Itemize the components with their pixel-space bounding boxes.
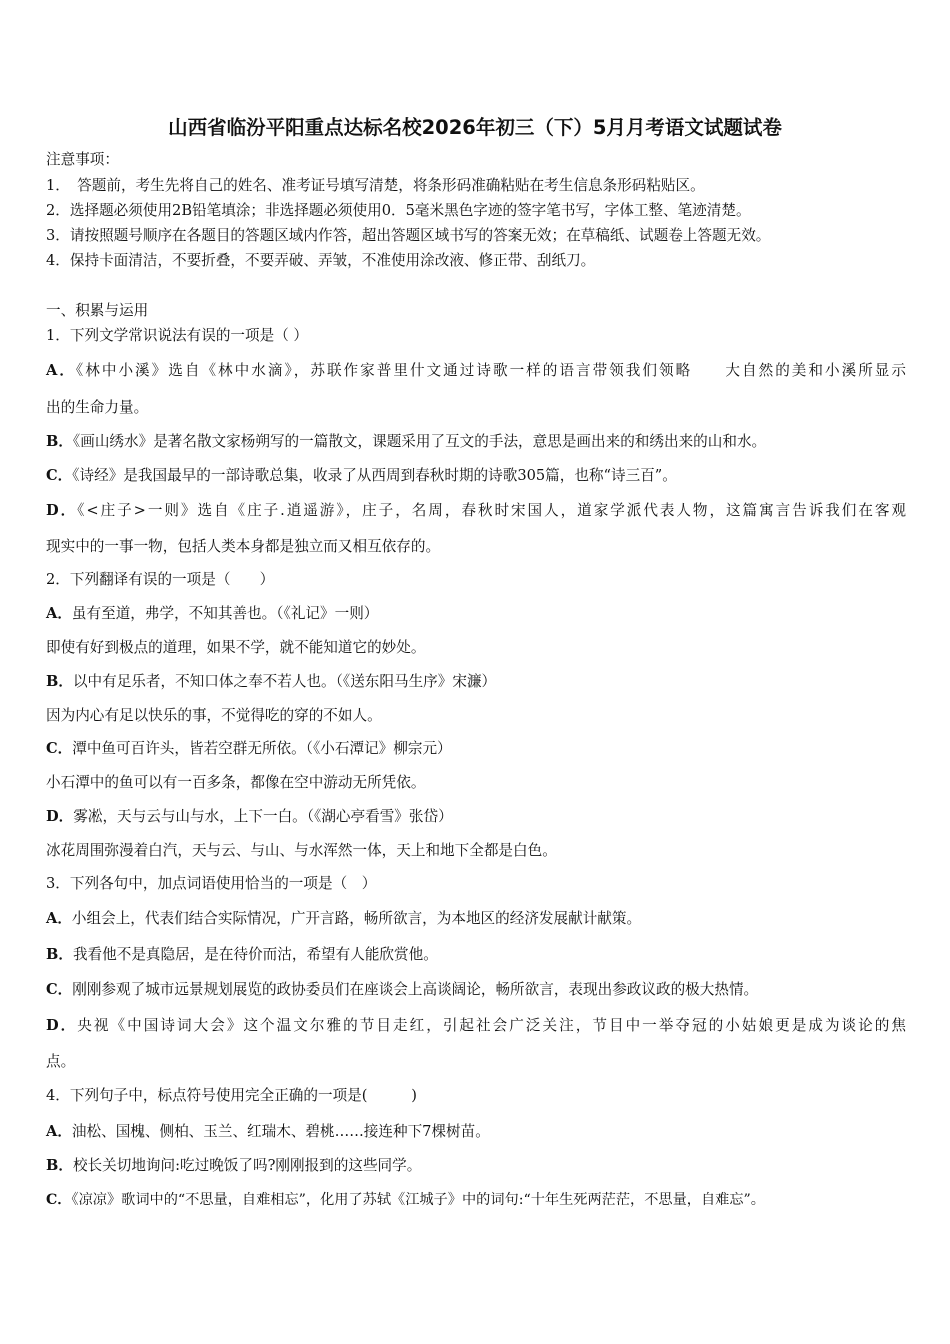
option-text: 《林中小溪》选自《林中水滴》，苏联作家普里什文通过诗歌一样的语言带领我们领略 大自然的美和小溪所显示: [75, 362, 906, 379]
option-label: C．: [46, 1192, 72, 1208]
option-text: 我看他不是真隐居，是在待价而沽，希望有人能欣赏他。: [72, 946, 438, 963]
option-text: 校长关切地询问:吃过晚饭了吗?刚刚报到的这些同学。: [72, 1157, 422, 1174]
option-text: 虽有至道，弗学，不知其善也。（《礼记》一则）: [71, 605, 379, 622]
option-label: C．: [46, 740, 73, 757]
q2-option-c: [46, 739, 452, 759]
option-text: 潭中鱼可百许头，皆若空群无所依。（《小石潭记》柳宗元）: [72, 740, 452, 757]
section-heading: 一、积累与运用: [46, 302, 149, 319]
q1-option-d-cont: 现实中的一事一物，包括人类本身都是独立而又相互依存的。: [46, 538, 441, 555]
option-label: C．: [46, 467, 73, 484]
option-label: B．: [46, 946, 73, 963]
q2-option-b: [46, 672, 496, 692]
q1-option-a-cont: 出的生命力量。: [46, 399, 149, 416]
q2-option-b-translation: 因为内心有足以快乐的事，不觉得吃的穿的不如人。: [46, 707, 382, 724]
option-text: 油松、国槐、侧柏、玉兰、红瑞木、碧桃……接连种下7棵树苗。: [71, 1123, 490, 1140]
option-text: 以中有足乐者，不知口体之奉不若人也。（《送东阳马生序》宋濂）: [72, 673, 497, 690]
option-label: B．: [46, 433, 73, 450]
option-label: D．: [46, 1017, 78, 1034]
q1-option-d: [46, 501, 906, 521]
q4-stem: 4．下列句子中，标点符号使用完全正确的一项是( ): [46, 1087, 417, 1104]
q2-option-c-translation: 小石潭中的鱼可以有一百多条，都像在空中游动无所凭依。: [46, 774, 426, 791]
option-label: A．: [46, 910, 72, 927]
q3-option-a: [46, 909, 641, 929]
q1-option-c: [46, 466, 677, 486]
option-text: 刚刚参观了城市远景规划展览的政协委员们在座谈会上高谈阔论，畅所欲言，表现出参政议政的极大热情。: [72, 981, 759, 998]
option-text: 《诗经》是我国最早的一部诗歌总集，收录了从西周到春秋时期的诗歌305篇，也称“诗三百”。: [72, 467, 677, 484]
q3-option-c: [46, 980, 758, 1000]
q2-option-d-translation: 冰花周围弥漫着白汽，天与云、与山、与水浑然一体，天上和地下全都是白色。: [46, 842, 557, 859]
notice-item-1: 1． 答题前，考生先将自己的姓名、准考证号填写清楚，将条形码准确粘贴在考生信息条形码粘贴区。: [46, 177, 705, 194]
option-label: A．: [46, 605, 72, 622]
q2-option-d: [46, 807, 453, 827]
option-text: 《<庄子>一则》选自《庄子.逍遥游》，庄子，名周，春秋时宋国人，道家学派代表人物，这篇寓言告诉我们在客观: [77, 502, 907, 519]
q3-option-d-cont: 点。: [46, 1053, 76, 1070]
option-text: 雾凇，天与云与山与水，上下一白。（《湖心亭看雪》张岱）: [73, 808, 453, 825]
q3-stem: 3．下列各句中，加点词语使用恰当的一项是（ ）: [46, 875, 377, 892]
q4-option-b: [46, 1156, 421, 1176]
option-text: 央视《中国诗词大会》这个温文尔雅的节目走红，引起社会广泛关注，节目中一举夺冠的小姑娘更是成为谈论的焦: [77, 1017, 906, 1034]
option-text: 小组会上，代表们结合实际情况，广开言路，畅所欲言，为本地区的经济发展献计献策。: [71, 910, 642, 927]
option-label: B．: [46, 673, 73, 690]
notice-item-4: 4．保持卡面清洁，不要折叠，不要弄破、弄皱，不准使用涂改液、修正带、刮纸刀。: [46, 252, 596, 269]
option-label: B．: [46, 1157, 73, 1174]
q3-option-b: [46, 945, 438, 965]
option-label: D．: [46, 808, 74, 825]
q4-option-c: [46, 1190, 765, 1210]
option-label: C．: [46, 981, 73, 998]
option-text: 《画山绣水》是著名散文家杨朔写的一篇散文，课题采用了互文的手法，意思是画出来的和绣出来的山和水。: [72, 433, 767, 450]
option-label: A．: [46, 1123, 72, 1140]
q3-option-d: [46, 1016, 906, 1036]
q2-option-a: [46, 604, 378, 624]
option-label: D．: [46, 502, 78, 519]
option-label: A．: [46, 362, 76, 379]
q1-stem: 1．下列文学常识说法有误的一项是（ ）: [46, 327, 309, 344]
q4-option-a: [46, 1122, 490, 1142]
q2-stem: 2．下列翻译有误的一项是（ ）: [46, 571, 275, 588]
q1-option-a: [46, 361, 906, 381]
page-title: 山西省临汾平阳重点达标名校2026年初三（下）5月月考语文试题试卷: [168, 116, 782, 139]
notice-item-2: 2．选择题必须使用2B铅笔填涂；非选择题必须使用0．5毫米黑色字迹的签字笔书写，字体工整、笔迹清楚。: [46, 202, 751, 219]
notice-heading: 注意事项：: [46, 151, 119, 168]
q1-option-b: [46, 432, 766, 452]
q2-option-a-translation: 即使有好到极点的道理，如果不学，就不能知道它的妙处。: [46, 639, 426, 656]
option-text: 《凉凉》歌词中的“不思量，自难相忘”，化用了苏轼《江城子》中的词句:“十年生死两茫茫，不思量，自难忘”。: [71, 1192, 765, 1208]
notice-item-3: 3．请按照题号顺序在各题目的答题区域内作答，超出答题区域书写的答案无效；在草稿纸、试题卷上答题无效。: [46, 227, 771, 244]
